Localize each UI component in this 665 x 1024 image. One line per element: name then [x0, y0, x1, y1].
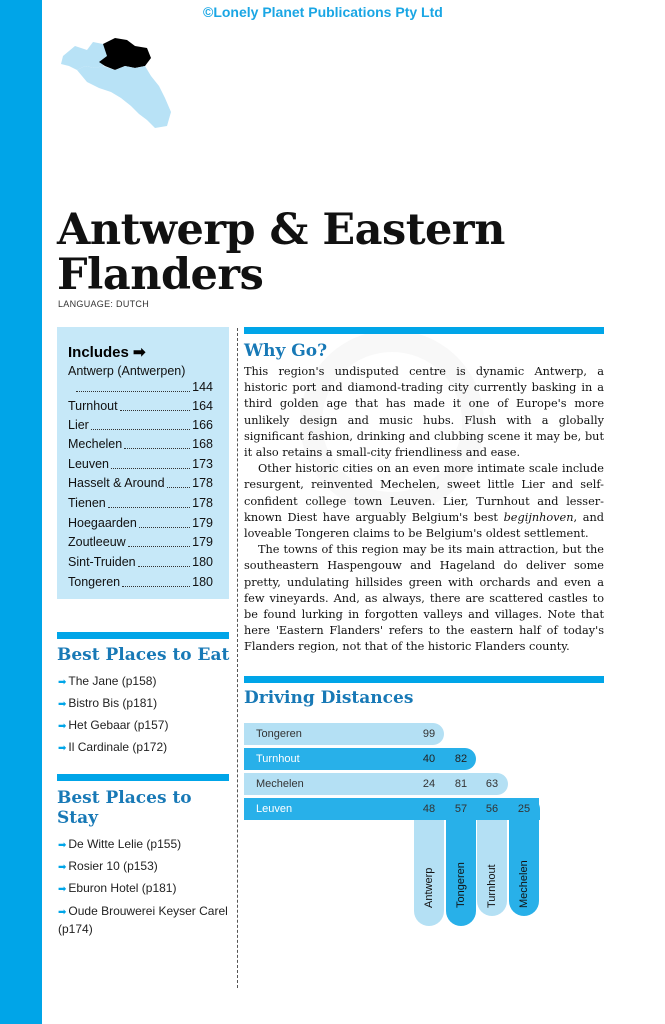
- includes-item-page: 178: [192, 476, 213, 490]
- arrow-icon: ➡: [58, 840, 67, 851]
- includes-item-name: Leuven: [68, 457, 110, 471]
- includes-item-page: 180: [192, 575, 213, 589]
- distance-value: 48: [422, 803, 436, 815]
- stay-title: [57, 788, 192, 828]
- distance-value: 63: [485, 778, 499, 790]
- arrow-icon: ➡: [58, 699, 67, 710]
- includes-item-page: 178: [192, 496, 213, 510]
- includes-item-page: 180: [192, 555, 213, 569]
- includes-item: [68, 475, 213, 491]
- distance-value: 81: [454, 778, 468, 790]
- col-label: Tongeren: [455, 862, 467, 908]
- includes-item-name: Antwerp (Antwerpen): [68, 364, 186, 378]
- arrow-icon: ➡: [58, 743, 67, 754]
- eat-title: Best Places to Eat: [57, 645, 230, 665]
- col-label: Mechelen: [518, 860, 530, 908]
- driving-distances-chart: [244, 720, 604, 930]
- distance-value: 25: [517, 803, 531, 815]
- copyright: ©Lonely Planet Publications Pty Ltd: [203, 4, 443, 20]
- includes-item-name: Tienen: [68, 496, 106, 510]
- includes-item-page: 164: [192, 399, 213, 413]
- list-item-text: De Witte Lelie (p155): [68, 837, 182, 851]
- list-item-text: Het Gebaar (p157): [68, 718, 169, 732]
- list-item-text: Bistro Bis (p181): [68, 696, 158, 710]
- why-go-text-part: , and loveable Tongeren claims to be Belgium's oldest settlement.: [244, 510, 604, 541]
- list-item: [58, 856, 233, 878]
- page-title: [57, 205, 505, 300]
- includes-item-name: Hoegaarden: [68, 516, 137, 530]
- includes-item: [68, 534, 213, 550]
- row-label: Turnhout: [256, 753, 300, 765]
- column-divider: [237, 328, 238, 988]
- includes-item-page: 179: [192, 516, 213, 530]
- why-go-title: Why Go?: [244, 341, 328, 361]
- includes-box: [57, 327, 229, 599]
- arrow-icon: ➡: [58, 862, 67, 873]
- list-item-text: Il Cardinale (p172): [68, 740, 168, 754]
- list-item: [58, 903, 233, 938]
- list-item-text: Eburon Hotel (p181): [68, 881, 177, 895]
- why-go-rule: [244, 327, 604, 334]
- why-go-text-part: Other historic cities on an even more intimate scale include resurgent, reinvented Mechelen, sweet little Lier and self-confident college town Leuven. Lier, Turnhout and lesser-known Diest have arguably Belgium's best: [244, 462, 604, 524]
- row-label: Mechelen: [256, 778, 304, 790]
- list-item-text: Rosier 10 (p153): [68, 859, 158, 873]
- distance-value: 82: [454, 753, 468, 765]
- includes-item: [68, 398, 213, 414]
- includes-item-antwerp: [68, 363, 213, 379]
- list-item: [58, 715, 233, 737]
- includes-item-page: 166: [192, 418, 213, 432]
- row-label: Leuven: [256, 803, 293, 815]
- includes-item-name: Zoutleeuw: [68, 535, 126, 549]
- stay-list: [58, 834, 233, 938]
- driving-title: Driving Distances: [244, 688, 414, 708]
- stay-title-line-2: Stay: [57, 808, 99, 828]
- why-go-paragraph: This region's undisputed centre is dynamic Antwerp, a historic port and diamond-trading city currently basking in a third golden age that has made it one of Europe's more unlikely design and music hubs. Flush with a globally significant fashion, drinking and clubbing scene it may be, but it also retains a small-city friendliness and ease.: [244, 365, 604, 460]
- list-item: [58, 834, 233, 856]
- list-item: [58, 693, 233, 715]
- includes-title: Includes ➡: [68, 344, 146, 361]
- includes-item: [68, 417, 213, 433]
- includes-item: [68, 436, 213, 452]
- distance-value: 56: [485, 803, 499, 815]
- distance-value: 57: [454, 803, 468, 815]
- why-go-emphasis: begijnhoven: [503, 510, 574, 524]
- driving-rule: [244, 676, 604, 683]
- includes-item-name: Tongeren: [68, 575, 121, 589]
- row-label: Tongeren: [256, 728, 302, 740]
- stay-rule: [57, 774, 229, 781]
- left-color-bar: [0, 0, 42, 1024]
- belgium-map-icon: [55, 36, 175, 132]
- list-item-text: The Jane (p158): [68, 674, 157, 688]
- list-item-text: Oude Brouwerei Keyser Carel (p174): [58, 904, 228, 936]
- includes-item: [68, 495, 213, 511]
- language-note: LANGUAGE: DUTCH: [58, 299, 150, 309]
- list-item: [58, 878, 233, 900]
- list-item: [58, 671, 233, 693]
- includes-item: [68, 456, 213, 472]
- includes-item-name: Lier: [68, 418, 89, 432]
- col-label: Antwerp: [423, 867, 435, 908]
- why-go-paragraph: [244, 461, 604, 542]
- eat-list: [58, 671, 233, 759]
- row-tongeren: [244, 723, 444, 745]
- arrow-icon: ➡: [58, 884, 67, 895]
- includes-item-page: 168: [192, 437, 213, 451]
- includes-item-name: Turnhout: [68, 399, 118, 413]
- eat-rule: [57, 632, 229, 639]
- title-line-2: Flanders: [57, 250, 264, 300]
- arrow-icon: ➡: [58, 677, 67, 688]
- includes-item: [68, 515, 213, 531]
- includes-item: [68, 574, 213, 590]
- list-item: [58, 737, 233, 759]
- distance-value: 40: [422, 753, 436, 765]
- arrow-icon: ➡: [58, 721, 67, 732]
- stay-title-line-1: Best Places to: [57, 788, 192, 808]
- includes-item-name: Mechelen: [68, 437, 123, 451]
- includes-item-name: Hasselt & Around: [68, 476, 165, 490]
- col-label: Turnhout: [486, 864, 498, 908]
- distance-value: 24: [422, 778, 436, 790]
- includes-item-page: 144: [192, 380, 213, 394]
- includes-item-page: 173: [192, 457, 213, 471]
- includes-item: [68, 554, 213, 570]
- arrow-icon: ➡: [58, 907, 67, 918]
- why-go-paragraph: The towns of this region may be its main attraction, but the southeastern Haspengouw and Hageland do deliver some pretty, undulating hillsides green with orchards and even a few vineyards. And, as always, there are scattered castles to be found lurking in forgotten valleys and villages. Note that here 'Eastern Flanders' refers to the eastern half of today's Flanders region, not that of the historic Flanders county.: [244, 543, 604, 654]
- title-line-1: Antwerp & Eastern: [57, 205, 505, 255]
- distance-value: 99: [422, 728, 436, 740]
- includes-item-page: 179: [192, 535, 213, 549]
- includes-item-name: Sint-Truiden: [68, 555, 136, 569]
- includes-item-antwerp-page: [68, 379, 213, 395]
- why-go-text: [244, 364, 604, 656]
